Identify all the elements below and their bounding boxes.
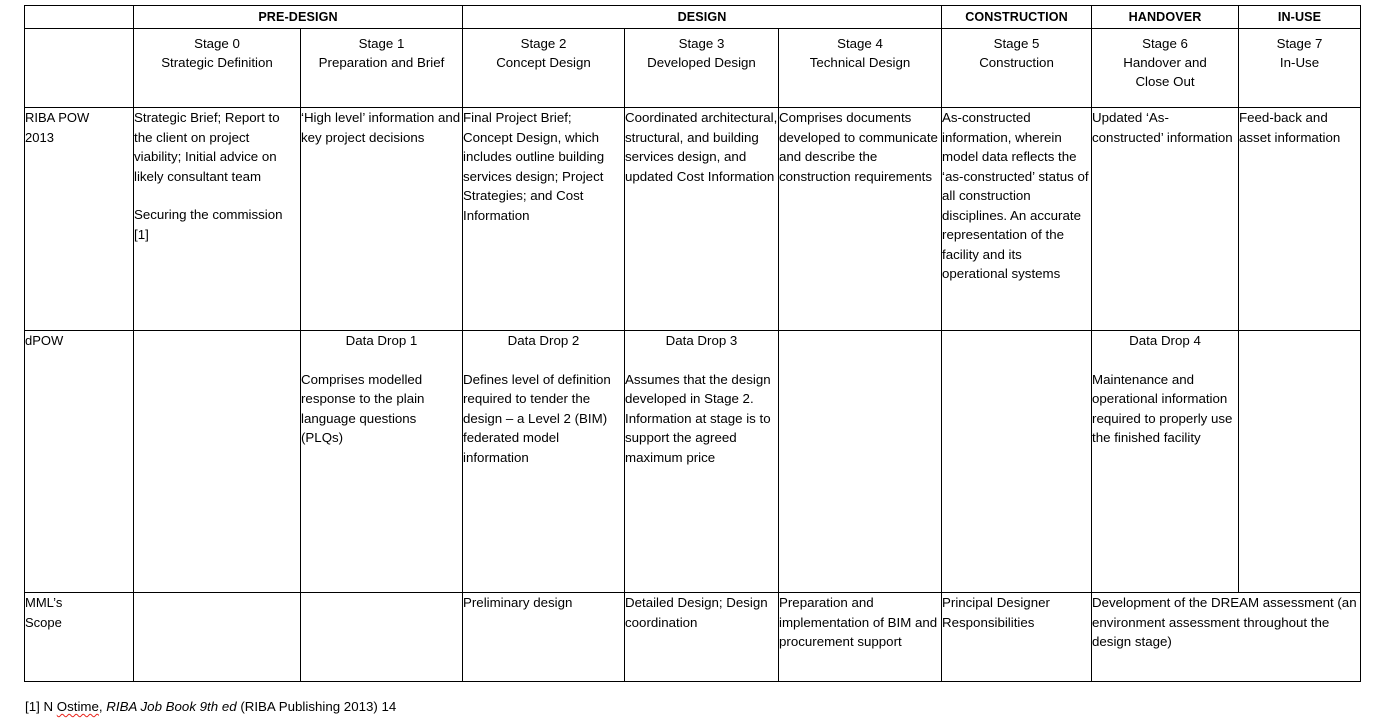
cell-riba-stage6 <box>1092 108 1239 331</box>
cell-text: Principal Designer Responsibilities <box>942 595 1050 630</box>
stage-name-2: Concept Design <box>496 54 591 70</box>
cell-text: Comprises modelled response to the plain language questions (PLQs) <box>301 371 425 446</box>
footnote-title-italic: RIBA Job Book 9th ed <box>106 699 237 714</box>
cell-text: Preparation and implementation of BIM and procurement support <box>779 595 938 650</box>
footnote-separator: , <box>98 699 107 714</box>
cell-text: Detailed Design; Design coordination <box>625 595 768 630</box>
footnote-prefix: [1] N <box>25 699 57 714</box>
cell-riba-stage1 <box>301 108 463 331</box>
cell-riba-stage7 <box>1239 108 1361 331</box>
footnote-suffix: (RIBA Publishing 2013) 14 <box>236 699 397 714</box>
stage-header-5 <box>942 29 1092 108</box>
phase-header-in-use: IN-USE <box>1239 6 1361 29</box>
cell-riba-stage4 <box>779 108 942 331</box>
cell-text: As-constructed information, wherein model data reflects the ‘as-constructed’ status of all construction disciplines. An accurate representation of the facility and its operational systems <box>942 110 1089 282</box>
row-label-mml-line1: MML’s <box>25 595 63 610</box>
stage-name-3: Developed Design <box>647 54 756 70</box>
cell-text: ‘High level’ information and key project decisions <box>301 110 461 145</box>
cell-text: Comprises documents developed to communicate and describe the construction requirements <box>779 110 938 184</box>
cell-riba-stage3 <box>625 108 779 331</box>
stage-header-7 <box>1239 29 1361 108</box>
cell-text: Assumes that the design developed in Stage 2. Information at stage is to support the agreed maximum price <box>625 371 771 465</box>
cell-text: Feed-back and asset information <box>1239 110 1341 145</box>
stage-number-1: Stage 1 <box>358 36 405 51</box>
riba-plan-of-work-table <box>24 5 1361 682</box>
cell-mml-stage6-7-dream <box>1092 593 1361 682</box>
phase-header-handover: HANDOVER <box>1092 6 1239 29</box>
stage-header-row <box>25 29 1361 108</box>
phase-header-pre-design: PRE-DESIGN <box>134 6 463 29</box>
cell-dpow-stage6 <box>1092 331 1239 593</box>
stage-header-2 <box>463 29 625 108</box>
cell-dpow-stage7 <box>1239 331 1361 593</box>
cell-mml-stage3 <box>625 593 779 682</box>
stage-header-4 <box>779 29 942 108</box>
cell-mml-stage2 <box>463 593 625 682</box>
stage-name-1: Preparation and Brief <box>318 54 445 70</box>
phase-header-corner-blank <box>25 6 134 29</box>
stage-header-1 <box>301 29 463 108</box>
stage-number-6: Stage 6 <box>1142 36 1188 51</box>
stage-name-0: Strategic Definition <box>161 54 273 70</box>
stage-number-3: Stage 3 <box>678 36 725 51</box>
cell-mml-stage5 <box>942 593 1092 682</box>
cell-text: Final Project Brief; Concept Design, which includes outline building services design; Project Strategies; and Cost Information <box>463 110 605 223</box>
row-label-riba-pow <box>25 108 134 331</box>
stage-number-5: Stage 5 <box>993 36 1040 51</box>
footnote-author-misspelled: Ostime <box>56 699 99 714</box>
cell-dpow-stage5 <box>942 331 1092 593</box>
footnote-reference <box>25 698 1394 717</box>
cell-text: Coordinated architectural, structural, and building services design, and updated Cost Information <box>625 110 778 184</box>
data-drop-title: Data Drop 2 <box>507 333 580 348</box>
stage-number-4: Stage 4 <box>837 36 883 51</box>
stage-header-0 <box>134 29 301 108</box>
cell-dpow-stage0 <box>134 331 301 593</box>
stage-number-2: Stage 2 <box>520 36 567 51</box>
row-label-dpow <box>25 331 134 593</box>
row-label-riba-pow-line1: RIBA POW <box>25 110 90 125</box>
cell-mml-stage0 <box>134 593 301 682</box>
stage-number-0: Stage 0 <box>194 36 240 51</box>
data-drop-title: Data Drop 3 <box>665 333 738 348</box>
data-drop-title: Data Drop 1 <box>345 333 418 348</box>
cell-mml-stage4 <box>779 593 942 682</box>
cell-dpow-stage4 <box>779 331 942 593</box>
cell-text-secondary: Securing the commission [1] <box>134 207 283 242</box>
stage-name-4: Technical Design <box>809 54 911 70</box>
table-row-riba-pow <box>25 108 1361 331</box>
stage-header-3 <box>625 29 779 108</box>
cell-riba-stage2 <box>463 108 625 331</box>
row-label-riba-pow-line2: 2013 <box>25 129 54 145</box>
stage-number-7: Stage 7 <box>1276 36 1323 51</box>
cell-text: Preliminary design <box>463 595 573 610</box>
phase-header-construction: CONSTRUCTION <box>942 6 1092 29</box>
row-label-dpow-text: dPOW <box>25 333 64 348</box>
row-label-mml-scope <box>25 593 134 682</box>
stage-name-7: In-Use <box>1279 54 1320 70</box>
stage-header-corner-blank <box>25 29 134 108</box>
table-row-dpow <box>25 331 1361 593</box>
row-label-mml-line2: Scope <box>25 614 62 630</box>
cell-text: Development of the DREAM assessment (an environment assessment throughout the design stage) <box>1092 595 1357 650</box>
cell-riba-stage0 <box>134 108 301 331</box>
cell-text: Updated ‘As-constructed’ information <box>1092 110 1233 145</box>
table-row-mml-scope <box>25 593 1361 682</box>
data-drop-title: Data Drop 4 <box>1129 333 1201 348</box>
cell-text: Defines level of definition required to tender the design – a Level 2 (BIM) federated model information <box>463 371 611 465</box>
phase-header-design: DESIGN <box>463 6 942 29</box>
cell-text: Maintenance and operational information required to properly use the finished facility <box>1092 371 1233 446</box>
stage-name-6-line2: Close Out <box>1135 73 1195 89</box>
phase-header-row <box>25 6 1361 29</box>
cell-dpow-stage1 <box>301 331 463 593</box>
cell-dpow-stage3 <box>625 331 779 593</box>
cell-text: Strategic Brief; Report to the client on project viability; Initial advice on likely consultant team <box>134 110 280 184</box>
cell-riba-stage5 <box>942 108 1092 331</box>
stage-name-5: Construction <box>979 54 1054 70</box>
cell-dpow-stage2 <box>463 331 625 593</box>
stage-header-6 <box>1092 29 1239 108</box>
stage-name-6: Handover and <box>1123 54 1207 70</box>
cell-mml-stage1 <box>301 593 463 682</box>
